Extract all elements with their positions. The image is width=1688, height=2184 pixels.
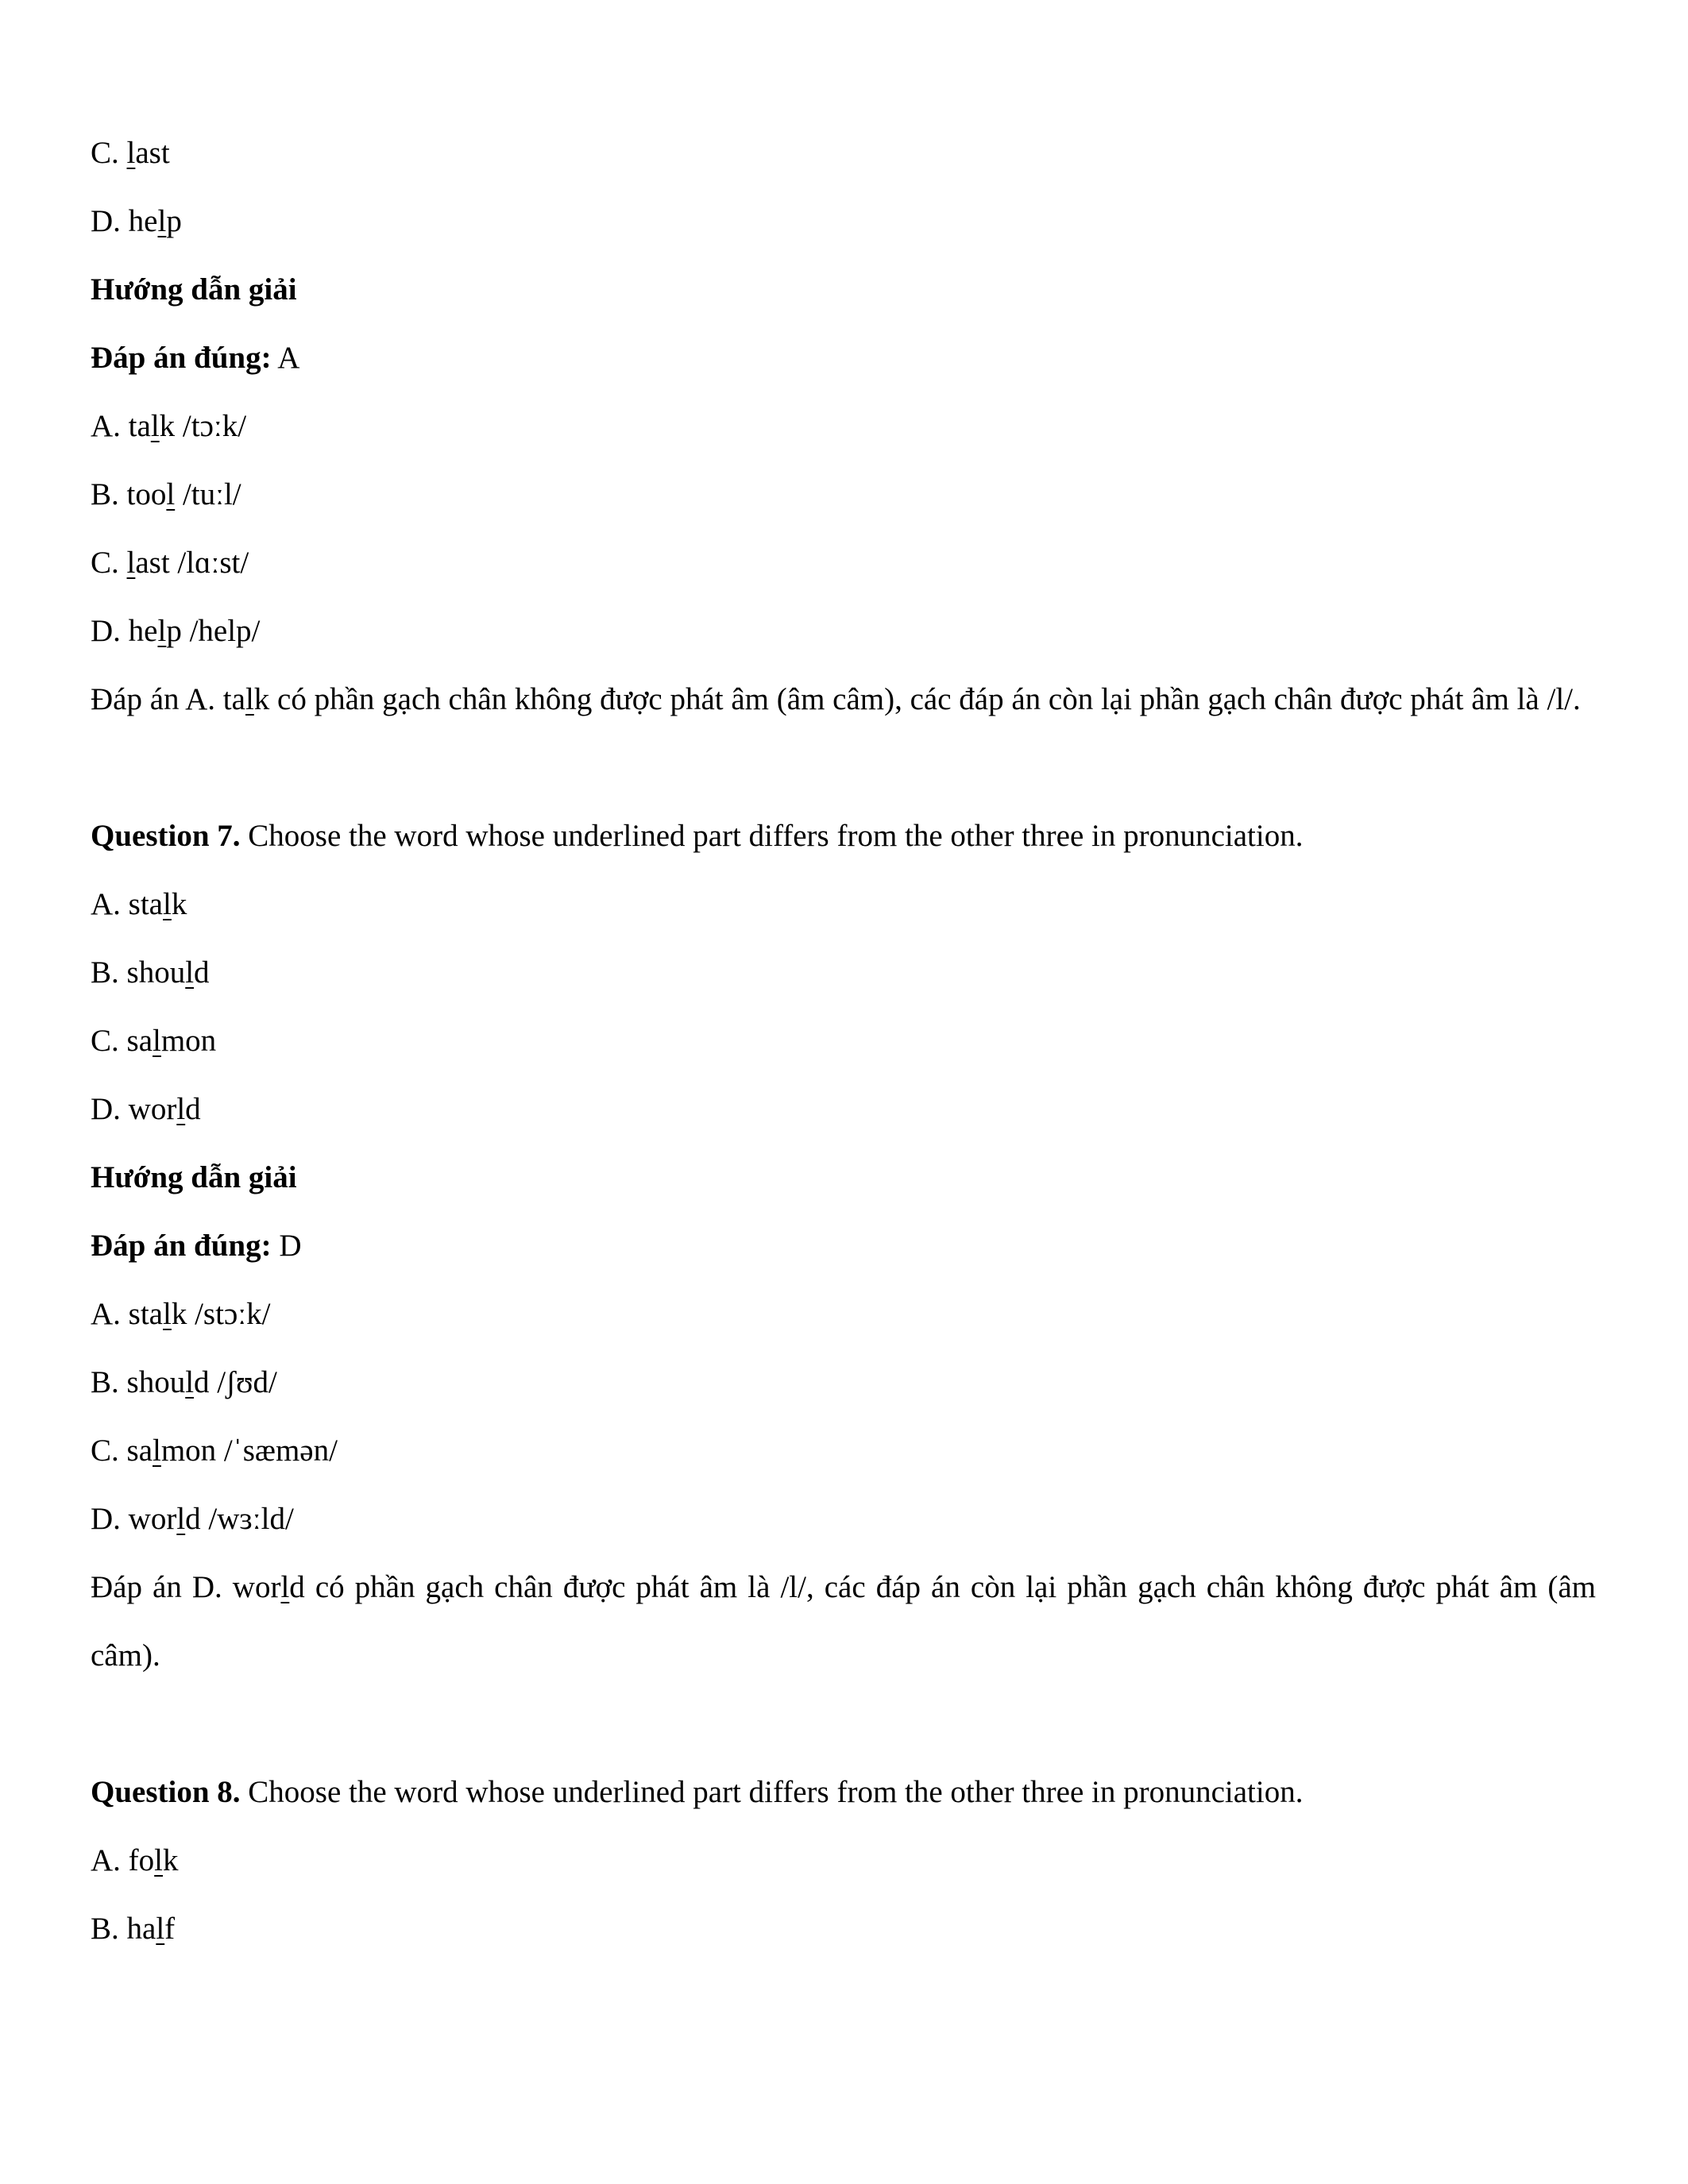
text-segment: k [163,1843,179,1877]
option-c-last [91,119,1596,187]
text-segment: D [271,1229,302,1263]
option-b-should [91,939,1596,1007]
text-segment: d [185,1092,201,1126]
option-c-salmon [91,1007,1596,1075]
underlined-letter: l [153,1024,161,1058]
underlined-letter: l [176,1092,186,1126]
text-segment: p [166,204,182,238]
underlined-letter: l [163,1297,172,1331]
underlined-letter: l [166,477,176,511]
option-a-talk-ipa [91,392,1596,461]
bold-text-segment: Question 8. [91,1775,241,1809]
bold-text-segment: Đáp án đúng: [91,341,272,375]
text-segment: Choose the word whose underlined part differs from the other three in pronunciation. [240,1775,1304,1809]
correct-answer-line [91,324,1596,392]
text-segment: /tuːl/ [175,477,241,511]
underlined-letter: l [153,1433,161,1468]
text-segment: C. sa [91,1024,153,1058]
underlined-letter: l [163,887,172,921]
spacer [91,734,1596,802]
option-d-world [91,1075,1596,1144]
text-segment: A. sta [91,887,163,921]
text-segment: Choose the word whose underlined part differs from the other three in pronunciation. [240,819,1304,853]
bold-text-segment: Question 7. [91,819,241,853]
underlined-letter: l [185,1365,195,1399]
question-8-paragraph [91,1758,1596,1827]
correct-answer-line [91,1212,1596,1280]
text-segment: B. shou [91,1365,186,1399]
option-d-help-ipa [91,597,1596,666]
solution-heading [91,1144,1596,1212]
option-d-world-ipa [91,1485,1596,1553]
text-segment: A. sta [91,1297,163,1331]
underlined-letter: l [126,136,136,170]
text-segment: mon [160,1024,217,1058]
underlined-letter: l [126,546,136,580]
text-segment: d /ʃʊd/ [194,1365,277,1399]
option-b-half [91,1895,1596,1963]
text-segment: D. he [91,204,158,238]
text-segment: D. he [91,614,158,648]
text-segment: D. wor [91,1092,177,1126]
underlined-letter: l [176,1502,186,1536]
underlined-letter: l [185,955,195,990]
text-segment: Đáp án A. ta [91,682,245,716]
option-a-stalk-ipa [91,1280,1596,1349]
underlined-letter: l [150,409,160,443]
underlined-letter: l [157,204,167,238]
text-segment: d [194,955,210,990]
option-b-tool-ipa [91,461,1596,529]
option-c-last-ipa [91,529,1596,597]
text-segment: B. shou [91,955,186,990]
underlined-letter: l [280,1570,290,1604]
bold-text-segment: Hướng dẫn giải [91,1160,297,1194]
document-body [91,119,1596,1963]
bold-text-segment: Hướng dẫn giải [91,272,297,307]
text-segment: mon /ˈsæmən/ [160,1433,338,1468]
text-segment: p /help/ [166,614,261,648]
text-segment: d /wɜːld/ [185,1502,294,1536]
solution-heading [91,256,1596,324]
text-segment: A. fo [91,1843,155,1877]
text-segment: k /tɔːk/ [159,409,247,443]
text-segment: ast /lɑːst/ [135,546,249,580]
underlined-letter: l [245,682,254,716]
text-segment: Đáp án D. wor [91,1570,281,1604]
underlined-letter: l [156,1912,165,1946]
option-d-help [91,187,1596,256]
text-segment: A [271,341,300,375]
text-segment: A. ta [91,409,151,443]
text-segment: C. sa [91,1433,153,1468]
question-7-paragraph [91,802,1596,870]
text-segment: B. ha [91,1912,156,1946]
text-segment: ast [135,136,170,170]
text-segment: k /stɔːk/ [171,1297,271,1331]
explanation-paragraph [91,1553,1596,1690]
option-b-should-ipa [91,1349,1596,1417]
text-segment: f [164,1912,176,1946]
option-c-salmon-ipa [91,1417,1596,1485]
option-a-stalk [91,870,1596,939]
bold-text-segment: Đáp án đúng: [91,1229,272,1263]
underlined-letter: l [154,1843,163,1877]
text-segment: k [171,887,187,921]
spacer [91,1690,1596,1758]
underlined-letter: l [157,614,167,648]
text-segment: C. [91,546,127,580]
option-a-folk [91,1827,1596,1895]
explanation-paragraph [91,666,1596,734]
text-segment: C. [91,136,127,170]
text-segment: D. wor [91,1502,177,1536]
text-segment: d có phần gạch chân được phát âm là /l/, các đáp án còn lại phần gạch chân không được phát âm (âm câm). [91,1570,1596,1673]
text-segment: k có phần gạch chân không được phát âm (âm câm), các đáp án còn lại phần gạch chân được phát âm là /l/. [253,682,1581,716]
text-segment: B. too [91,477,167,511]
